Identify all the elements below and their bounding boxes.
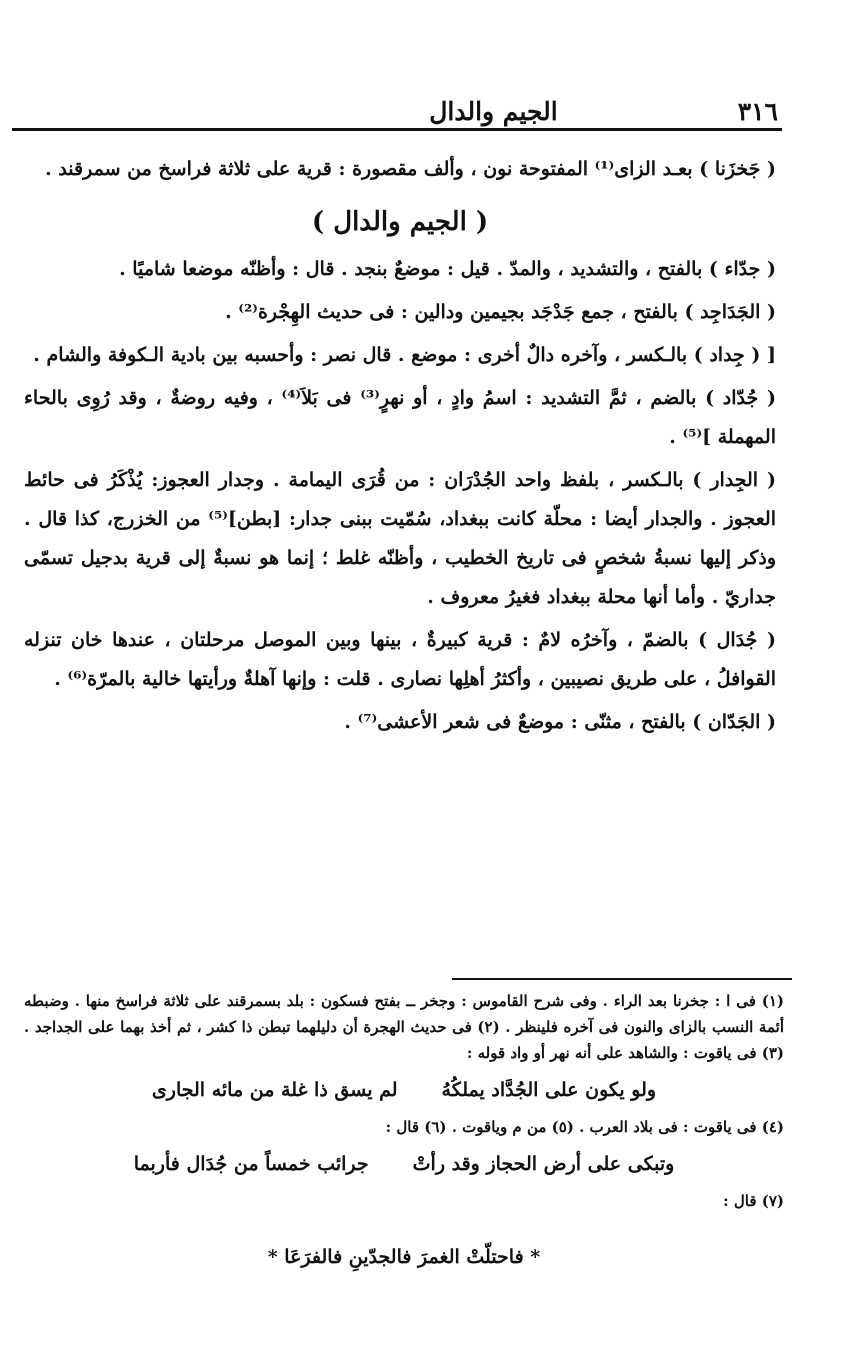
verse-hemistich: لم يسق ذا غلة من مائه الجارى xyxy=(151,1079,398,1101)
entry-paragraph: [ ( جِداد ) بالـكسر ، وآخره دالٌ أخرى : موضع . قال نصر : وأحسبه بين بادية الـكوفة والشام . xyxy=(33,344,776,366)
verse-line: * فاحتلّتْ الغمرَ فالجدّينِ فالفرَعَا * xyxy=(267,1246,541,1268)
footnote-text: (١) فى ا : جخرنا بعد الراء . وفى شرح القاموس : وجخر ــ بفتح فسكون : بلد بسمرقند على ثلاثة فراسخ منها . وضبطه أئمة النسب بالزاى والنون فى آخره فلينظر . (٢) فى حديث الهجرة أن دليلهما تبطن ذا كشر ، ثم أخذ بهما على الجداجد . (٣) فى ياقوت : والشاهد على أنه نهر أو واد قوله : xyxy=(24,992,784,1062)
verse-line xyxy=(24,1070,784,1110)
footnotes xyxy=(24,988,784,1278)
main-text xyxy=(24,150,776,746)
footnote-rule xyxy=(452,978,792,980)
footnote-text: (٤) فى ياقوت : فى بلاد العرب . (٥) من م وياقوت . (٦) قال : xyxy=(385,1118,784,1136)
verse-hemistich: جرائب خمساً من جُدَال فأربما xyxy=(133,1153,369,1175)
entry-paragraph: ( جَخزَنا ) بعـد الزاى⁽¹⁾ المفتوحة نون ، وألف مقصورة : قرية على ثلاثة فراسخ من سمرقند . xyxy=(45,158,776,180)
verse-hemistich: ولو يكون على الجُدَّاد يملكُهُ xyxy=(441,1079,657,1101)
section-title: ( الجيم والدال ) xyxy=(311,207,489,237)
header-rule xyxy=(12,128,782,131)
entry-paragraph: ( جدّاء ) بالفتح ، والتشديد ، والمدّ . قيل : موضعٌ بنجد . قال : وأظنّه موضعا شاميًا . xyxy=(119,258,776,280)
verse-line xyxy=(24,1144,784,1184)
running-header xyxy=(14,82,778,126)
entry-paragraph: ( الجِدار ) بالـكسر ، بلفظ واحد الجُدْرَان : من قُرَى اليمامة . وجدار العجوز: يُذْكَرُ فى حائط العجوز . والجدار أيضا : محلّة كانت ببغداد، سُمّيت ببنى جدار: [بطن]⁽⁵⁾ من الخزرج، كذا قال . وذكر إليها نسبةُ شخصٍ فى تاريخ الخطيب ، وأظنّه غلط ؛ إنما هو نسبةٌ إلى قرية بدجيل تسمّى جداريّ . وأما أنها محلة ببغداد فغيرُ معروف . xyxy=(24,469,776,608)
entry-paragraph: ( جُدّاد ) بالضم ، ثمَّ التشديد : اسمُ وادٍ ، أو نهرٍ⁽³⁾ فى بَلاَ⁽⁴⁾ ، وفيه روضةٌ ، وقد رُوِى بالحاء المهملة ]⁽⁵⁾ . xyxy=(24,387,776,448)
footnote-text: (٧) قال : xyxy=(723,1192,784,1210)
verse-hemistich: وتبكى على أرض الحجاز وقد رأتْ xyxy=(412,1153,675,1175)
entry-paragraph: ( الجَدّان ) بالفتح ، مثنّى : موضعٌ فى شعر الأعشى⁽⁷⁾ . xyxy=(344,711,776,733)
running-title: الجيم والدال xyxy=(429,97,558,126)
entry-paragraph: ( الجَدَاجِد ) بالفتح ، جمع جَدْجَد بجيمين ودالين : فى حديث الهِجْرة⁽²⁾ . xyxy=(225,301,776,323)
entry-paragraph: ( جُدَال ) بالضمّ ، وآخرُه لامٌ : قرية كبيرةٌ ، بينها وبين الموصل مرحلتان ، عندها خان تنزله القوافلُ ، على طريق نصيبين ، وأكثرُ أهلِها نصارى . قلت : وإنها آهلةٌ ورأيتها خالية بالمرّة⁽⁶⁾ . xyxy=(24,629,776,690)
page-number: ٣١٦ xyxy=(737,97,778,126)
